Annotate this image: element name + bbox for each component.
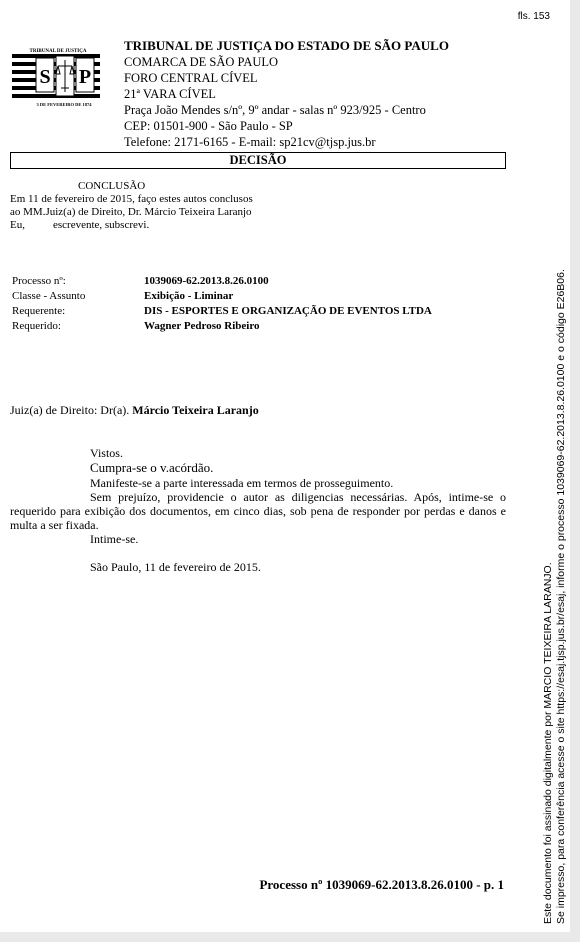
phone-email: Telefone: 2171-6165 - E-mail: sp21cv@tjsp.jus.br [124, 135, 376, 149]
conclusao-line-3 [10, 219, 253, 232]
conclusao-line-2: ao MM.Juiz(a) de Direito, Dr. Márcio Teixeira Laranjo [10, 206, 252, 218]
logo-letter-p: P [78, 66, 92, 88]
vara: 21ª VARA CÍVEL [124, 87, 216, 101]
case-value: Exibição - Liminar [144, 290, 234, 302]
page-label: fls. 153 [517, 11, 550, 22]
case-label: Requerido: [12, 320, 61, 332]
body-prejuizo: Sem prejuízo, providencie o autor as diligencias necessárias. Após, intime-se o requerido para exibição dos documentos, em cinco dias, sob pena de responder por perdas e danos e multa a ser fixada. [10, 490, 506, 532]
conclusao-title: CONCLUSÃO [78, 180, 146, 192]
body-cumpra: Cumpra-se o v.acórdão. [90, 460, 214, 475]
court-name: TRIBUNAL DE JUSTIÇA DO ESTADO DE SÃO PAULO [124, 38, 449, 53]
case-row [12, 289, 432, 304]
case-row [12, 319, 432, 334]
section-title: DECISÃO [10, 152, 506, 169]
city-date: São Paulo, 11 de fevereiro de 2015. [90, 560, 261, 574]
case-value: 1039069-62.2013.8.26.0100 [144, 275, 269, 287]
signature-line-1: Este documento foi assinado digitalmente por MARCIO TEIXEIRA LARANJO. [542, 562, 554, 924]
conclusao-block [10, 180, 253, 232]
address: Praça João Mendes s/nº, 9º andar - salas nº 923/925 - Centro [124, 103, 426, 117]
comarca: COMARCA DE SÃO PAULO [124, 55, 279, 69]
conclusao-subscrevi: escrevente, subscrevi. [52, 219, 150, 231]
signature-sidebar [542, 264, 568, 924]
body-intime: Intime-se. [90, 532, 139, 546]
judge-line [10, 403, 259, 418]
decision-body [10, 446, 506, 574]
footer-process: Processo nº 1039069-62.2013.8.26.0100 - p. 1 [259, 877, 504, 892]
judge-name: Márcio Teixeira Laranjo [132, 403, 259, 417]
body-vistos: Vistos. [90, 446, 123, 460]
case-label: Requerente: [12, 305, 66, 317]
case-label: Classe - Assunto [12, 290, 86, 302]
conclusao-eu: Eu, [10, 219, 25, 231]
judge-label: Juiz(a) de Direito: Dr(a). [10, 403, 130, 417]
case-value: DIS - ESPORTES E ORGANIZAÇÃO DE EVENTOS LTDA [144, 305, 432, 317]
case-info [12, 274, 432, 334]
logo-date-text: 3 DE FEVEREIRO DE 1874 [36, 102, 92, 107]
logo-top-text: TRIBUNAL DE JUSTIÇA [29, 49, 87, 54]
case-label: Processo nº: [12, 275, 66, 287]
tjsp-logo [12, 46, 100, 108]
case-row [12, 304, 432, 319]
logo-letter-s: S [39, 66, 51, 88]
cep: CEP: 01501-900 - São Paulo - SP [124, 119, 293, 133]
foro: FORO CENTRAL CÍVEL [124, 71, 258, 85]
body-manifeste: Manifeste-se a parte interessada em termos de prosseguimento. [90, 476, 394, 490]
signature-line-2: Se impresso, para conferência acesse o site https://esaj.tjsp.jus.br/esaj, informe o processo 1039069-62.2013.8.26.0100 e o código E26B06. [555, 269, 567, 924]
case-row [12, 274, 432, 289]
case-value: Wagner Pedroso Ribeiro [144, 320, 260, 332]
court-header [124, 38, 449, 150]
conclusao-line-1: Em 11 de fevereiro de 2015, faço estes autos conclusos [10, 193, 253, 205]
